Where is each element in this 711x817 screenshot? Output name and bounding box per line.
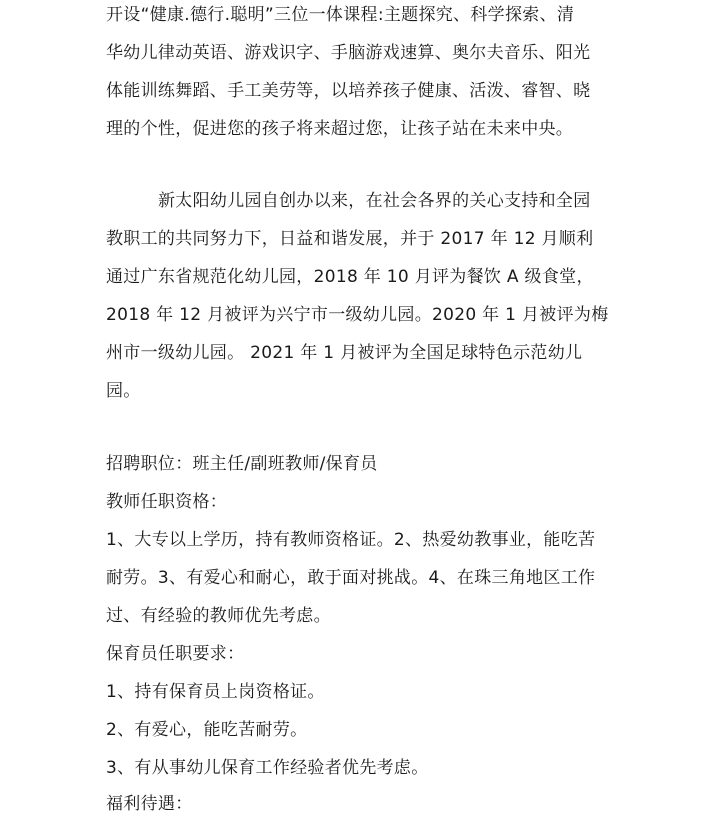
teacher-qualification-line: 过、有经验的教师优先考虑。 [106,606,331,626]
intro-line: 体能训练舞蹈、手工美劳等，以培养孩子健康、活泼、睿智、晓 [106,81,591,101]
intro-line: 开设“健康.德行.聪明”三位一体课程:主题探究、科学探索、清 [106,5,575,25]
history-line: 州市一级幼儿园。 2021 年 1 月被评为全国足球特色示范幼儿 [106,343,583,363]
history-line: 园。 [106,381,141,401]
positions-heading: 招聘职位：班主任/副班教师/保育员 [106,454,378,474]
benefits-heading: 福利待遇： [106,794,193,814]
intro-line: 理的个性，促进您的孩子将来超过您，让孩子站在未来中央。 [106,119,574,139]
nurse-requirement-item: 1、持有保育员上岗资格证。 [106,682,325,702]
intro-line: 华幼儿律动英语、游戏识字、手脑游戏速算、奥尔夫音乐、阳光 [106,43,591,63]
nurse-requirement-item: 2、有爱心，能吃苦耐劳。 [106,720,308,740]
history-line: 2018 年 12 月被评为兴宁市一级幼儿园。2020 年 1 月被评为梅 [106,305,609,325]
nurse-requirement-item: 3、有从事幼儿保育工作经验者优先考虑。 [106,758,429,778]
nurse-requirements-heading: 保育员任职要求： [106,644,245,664]
teacher-qualifications-heading: 教师任职资格： [106,492,228,512]
history-line: 新太阳幼儿园自创办以来，在社会各界的关心支持和全园 [158,191,591,211]
teacher-qualification-line: 耐劳。3、有爱心和耐心，敢于面对挑战。4、在珠三角地区工作 [106,568,596,588]
teacher-qualification-line: 1、大专以上学历，持有教师资格证。2、热爱幼教事业，能吃苦 [106,530,596,550]
history-line: 通过广东省规范化幼儿园，2018 年 10 月评为餐饮 A 级食堂， [106,267,594,287]
history-line: 教职工的共同努力下，日益和谐发展，并于 2017 年 12 月顺利 [106,229,594,249]
